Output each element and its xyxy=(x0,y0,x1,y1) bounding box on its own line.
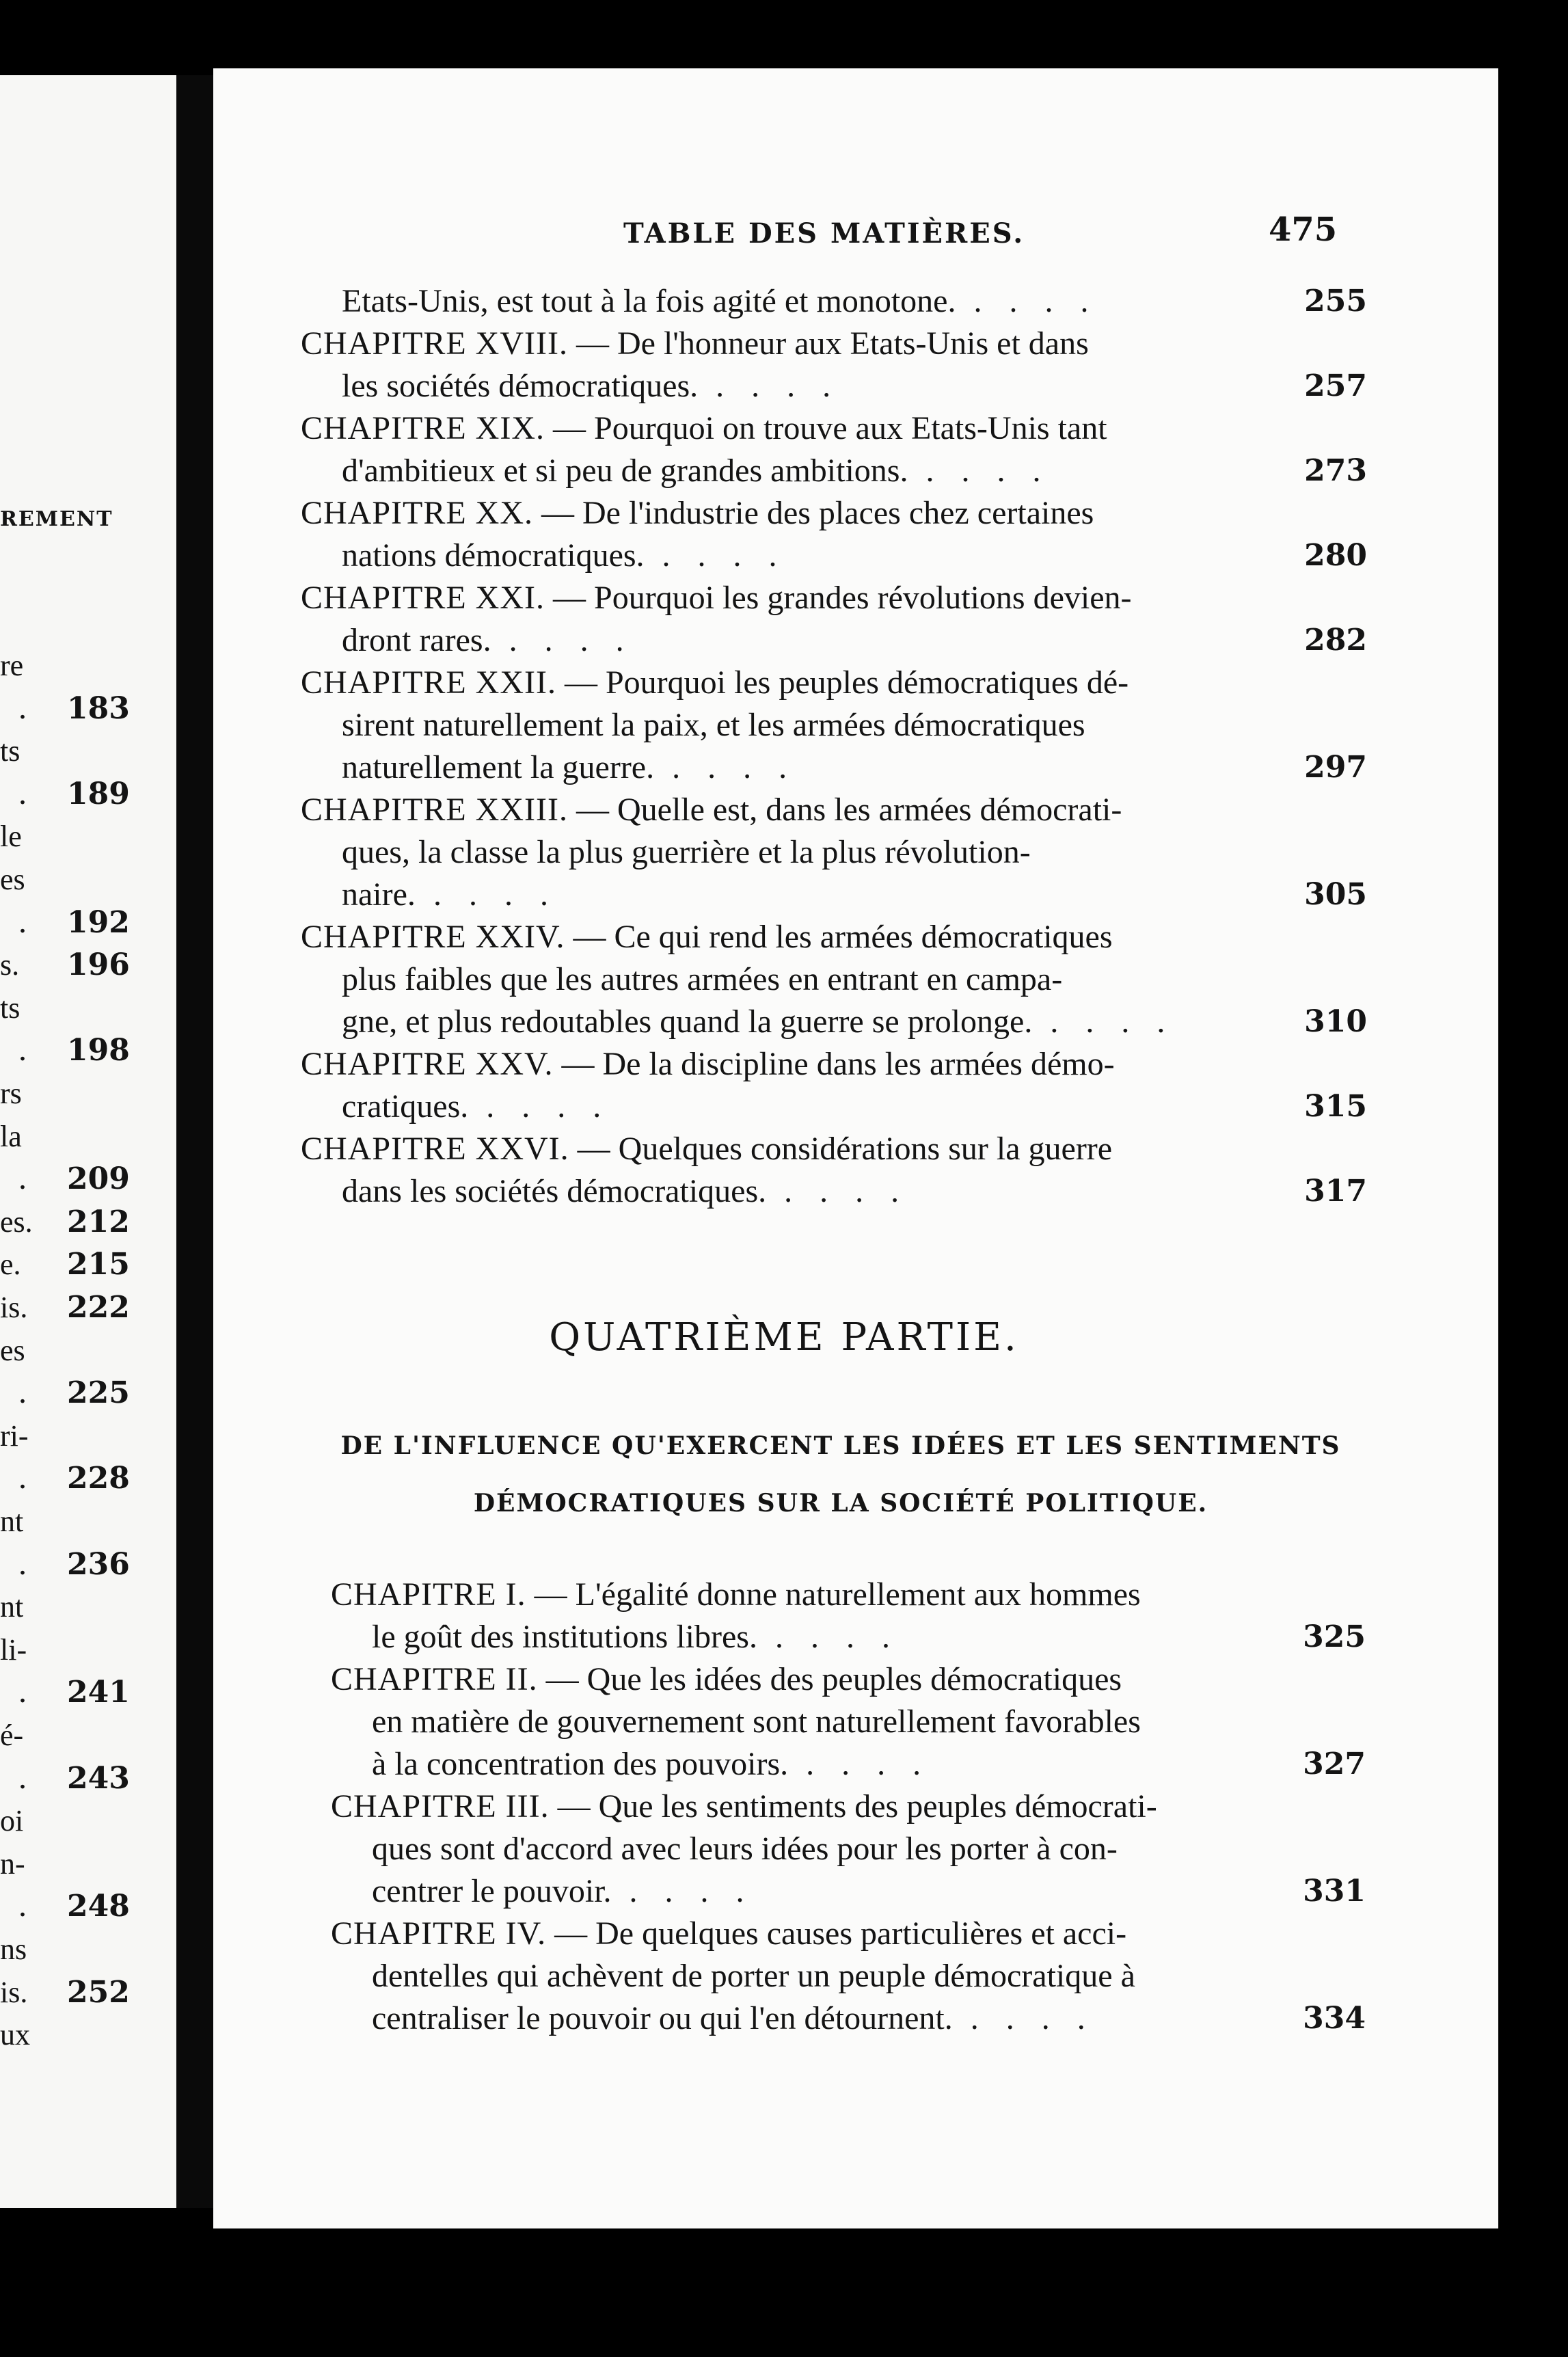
toc-line xyxy=(301,746,1367,789)
dot-leader: . . . . xyxy=(491,622,634,658)
toc-page-number: 273 xyxy=(1304,453,1367,488)
left-fragment-leader: . xyxy=(18,1033,27,1068)
toc-line xyxy=(331,1870,1366,1913)
toc-line xyxy=(331,1574,1366,1616)
left-fragment-text: is. xyxy=(0,1975,28,2009)
toc-entry xyxy=(301,789,1367,916)
toc-line-text: — Quelques considérations sur la guerre xyxy=(577,1131,1113,1167)
left-fragment-page-number: 222 xyxy=(67,1290,130,1325)
dot-leader: . . . . xyxy=(468,1088,611,1124)
toc-line xyxy=(301,1001,1367,1043)
chapter-label: CHAPITRE XXVI. xyxy=(301,1131,569,1167)
dot-leader: . . . . xyxy=(956,283,1098,319)
toc-line-text: sirent naturellement la paix, et les armées démocratiques xyxy=(342,707,1085,743)
toc-line-text: — L'égalité donne naturellement aux hommes xyxy=(534,1576,1141,1613)
part-title: QUATRIÈME PARTIE. xyxy=(549,1315,1019,1360)
toc-line-text: centrer le pouvoir. xyxy=(372,1873,612,1909)
dot-leader: . . . . xyxy=(766,1173,909,1209)
dot-leader: . . . . xyxy=(788,1746,931,1782)
toc-page-number: 282 xyxy=(1304,623,1367,658)
dot-leader: . . . . xyxy=(698,368,841,404)
chapter-label: CHAPITRE XXII. xyxy=(301,664,556,701)
left-fragment-text: es xyxy=(0,1333,25,1367)
toc-line xyxy=(301,535,1367,577)
left-fragment-leader: . xyxy=(18,1889,27,1924)
dot-leader: . . . . xyxy=(415,876,558,913)
left-fragment-text: nt xyxy=(0,1505,24,1538)
chapter-label: CHAPITRE XXI. xyxy=(301,580,545,616)
left-fragment-text: rs xyxy=(0,1077,22,1110)
left-fragment-page-number: 196 xyxy=(67,947,130,983)
toc-line xyxy=(331,1786,1366,1828)
toc-line xyxy=(301,874,1367,916)
page-number: 475 xyxy=(1269,211,1338,249)
dot-leader: . . . . xyxy=(757,1619,900,1655)
left-page-fragments xyxy=(0,75,176,2208)
left-fragment-text: ts xyxy=(0,991,21,1025)
dot-leader: . . . . xyxy=(1032,1004,1175,1040)
left-fragment-page-number: 243 xyxy=(67,1760,130,1796)
left-fragment-page-number: 228 xyxy=(67,1461,130,1496)
dot-leader: . . . . xyxy=(952,2000,1095,2036)
toc-line-text: — Que les idées des peuples démocratiques xyxy=(545,1661,1122,1697)
left-fragment-text: ux xyxy=(0,2018,30,2052)
page-gutter xyxy=(176,75,213,2208)
left-fragment-page-number: 198 xyxy=(67,1033,130,1068)
toc-line xyxy=(301,407,1367,450)
dot-leader: . . . . xyxy=(644,537,787,574)
left-fragment-page-number: 252 xyxy=(67,1974,130,2010)
toc-line xyxy=(301,916,1367,958)
toc-entry xyxy=(331,1574,1366,1658)
toc-line xyxy=(301,365,1367,407)
chapter-label: CHAPITRE IV. xyxy=(331,1915,547,1952)
toc-line xyxy=(331,1828,1366,1870)
left-fragment-text: oi xyxy=(0,1804,24,1838)
chapter-label: CHAPITRE I. xyxy=(331,1576,526,1613)
toc-entry xyxy=(301,916,1367,1043)
left-fragment-text: re xyxy=(0,649,24,682)
chapter-label: CHAPITRE II. xyxy=(331,1661,538,1697)
left-page xyxy=(0,75,176,2208)
toc-line-text: d'ambitieux et si peu de grandes ambitions. xyxy=(342,453,908,489)
toc-line-text: cratiques. xyxy=(342,1088,469,1124)
toc-page-number: 315 xyxy=(1304,1089,1367,1124)
left-fragment-page-number: 183 xyxy=(67,690,130,726)
toc-line xyxy=(301,662,1367,704)
toc-line-text: — Pourquoi les peuples démocratiques dé- xyxy=(564,664,1129,701)
toc-line-text: les sociétés démocratiques. xyxy=(342,368,699,404)
left-fragment-text: la xyxy=(0,1119,22,1153)
toc-line-text: le goût des institutions libres. xyxy=(372,1619,757,1655)
left-fragment-page-number: 209 xyxy=(67,1161,130,1197)
toc-line xyxy=(331,1701,1366,1743)
left-fragment-text: nt xyxy=(0,1590,24,1624)
toc-entry xyxy=(331,1913,1366,2040)
toc-page-number: 327 xyxy=(1303,1747,1366,1781)
left-fragment-leader: . xyxy=(18,1760,27,1796)
toc-line xyxy=(301,619,1367,662)
toc-line-text: nations démocratiques. xyxy=(342,537,645,574)
toc-line-text: — De la discipline dans les armées démo- xyxy=(561,1046,1115,1082)
toc-line xyxy=(301,1043,1367,1086)
toc-entry xyxy=(301,407,1367,492)
left-fragment-text: é- xyxy=(0,1719,24,1752)
toc-line-text: — De quelques causes particulières et acci- xyxy=(554,1915,1127,1952)
toc-line xyxy=(331,1616,1366,1658)
dot-leader: . . . . xyxy=(654,749,797,785)
toc-page-number: 280 xyxy=(1304,538,1367,573)
left-fragment-text: li- xyxy=(0,1632,27,1667)
toc-line-text: ques, la classe la plus guerrière et la plus révolution- xyxy=(342,834,1031,870)
toc-line-text: — De l'honneur aux Etats-Unis et dans xyxy=(576,325,1089,362)
toc-line-text: — Que les sentiments des peuples démocrati- xyxy=(557,1788,1157,1824)
left-fragment-page-number: 215 xyxy=(67,1247,130,1282)
toc-page-number: 317 xyxy=(1304,1174,1367,1209)
toc-line xyxy=(301,280,1367,323)
left-fragment-page-number: 189 xyxy=(67,776,130,811)
chapter-label: CHAPITRE XXV. xyxy=(301,1046,554,1082)
toc-line xyxy=(301,1170,1367,1213)
toc-line-text: dans les sociétés démocratiques. xyxy=(342,1173,767,1209)
left-fragment-text: ri- xyxy=(0,1418,29,1453)
toc-line xyxy=(301,831,1367,874)
toc-entry xyxy=(301,280,1367,323)
chapter-label: CHAPITRE XX. xyxy=(301,495,534,531)
toc-page-number: 325 xyxy=(1303,1619,1366,1654)
toc-line xyxy=(301,958,1367,1001)
left-fragment-text: is. xyxy=(0,1291,28,1324)
toc-entry xyxy=(301,323,1367,407)
toc-line-text: centraliser le pouvoir ou qui l'en détournent. xyxy=(372,2000,953,2036)
left-fragment-leader: . xyxy=(18,1375,27,1411)
left-running-head-fragment: REMENT xyxy=(0,507,113,531)
part-subtitle-line-1: DE L'INFLUENCE QU'EXERCENT LES IDÉES ET LES SENTIMENTS xyxy=(340,1431,1341,1460)
chapter-label: CHAPITRE III. xyxy=(331,1788,550,1824)
toc-line xyxy=(301,704,1367,746)
toc-line-text: naturellement la guerre. xyxy=(342,749,655,785)
toc-line xyxy=(301,577,1367,619)
running-head: TABLE DES MATIÈRES. xyxy=(623,217,1025,250)
toc-entry xyxy=(331,1786,1366,1913)
left-fragment-page-number: 212 xyxy=(67,1204,130,1239)
toc-line-text: gne, et plus redoutables quand la guerre se prolonge. xyxy=(342,1004,1033,1040)
left-fragment-leader: . xyxy=(18,690,27,726)
toc-line-text: Etats-Unis, est tout à la fois agité et monotone. xyxy=(342,283,956,319)
toc-line xyxy=(331,1955,1366,1997)
dot-leader: . . . . xyxy=(908,453,1051,489)
toc-line xyxy=(301,789,1367,831)
toc-page-number: 334 xyxy=(1303,2001,1366,2036)
left-fragment-page-number: 225 xyxy=(67,1375,130,1411)
toc-page-number: 297 xyxy=(1304,750,1367,785)
toc-line-text: — Quelle est, dans les armées démocrati- xyxy=(576,792,1122,828)
toc-line xyxy=(301,1086,1367,1128)
left-fragment-text: es xyxy=(0,863,25,896)
left-fragment-leader: . xyxy=(18,1546,27,1582)
chapter-label: CHAPITRE XVIII. xyxy=(301,325,568,362)
left-fragment-text: ns xyxy=(0,1932,27,1966)
toc-line xyxy=(331,1743,1366,1786)
left-fragment-text: ts xyxy=(0,734,21,768)
table-of-contents-part3 xyxy=(301,280,1367,1213)
left-fragment-page-number: 248 xyxy=(67,1889,130,1924)
toc-line-text: à la concentration des pouvoirs. xyxy=(372,1746,789,1782)
toc-page-number: 305 xyxy=(1304,877,1367,912)
toc-entry xyxy=(301,492,1367,577)
left-fragment-text: es. xyxy=(0,1204,33,1239)
toc-line-text: — Pourquoi on trouve aux Etats-Unis tant xyxy=(553,410,1107,446)
toc-line xyxy=(301,450,1367,492)
left-fragment-text: s. xyxy=(0,948,20,982)
toc-line-text: naire. xyxy=(342,876,416,913)
toc-entry xyxy=(301,1128,1367,1213)
table-of-contents-part4 xyxy=(331,1574,1366,2040)
left-fragment-text: le xyxy=(0,820,22,854)
left-fragment-leader: . xyxy=(18,776,27,811)
toc-line-text: — Pourquoi les grandes révolutions devien- xyxy=(553,580,1132,616)
toc-page-number: 310 xyxy=(1304,1004,1367,1039)
toc-entry xyxy=(301,662,1367,789)
toc-line-text: dront rares. xyxy=(342,622,491,658)
left-fragment-leader: . xyxy=(18,904,27,940)
toc-line-text: ques sont d'accord avec leurs idées pour les porter à con- xyxy=(372,1831,1118,1867)
toc-page-number: 255 xyxy=(1304,284,1367,319)
chapter-label: CHAPITRE XXIII. xyxy=(301,792,568,828)
toc-line-text: en matière de gouvernement sont naturellement favorables xyxy=(372,1703,1141,1740)
toc-line-text: — De l'industrie des places chez certaines xyxy=(541,495,1094,531)
toc-entry xyxy=(301,577,1367,662)
toc-page-number: 257 xyxy=(1304,368,1367,403)
left-fragment-leader: . xyxy=(18,1461,27,1496)
toc-page-number: 331 xyxy=(1303,1874,1366,1909)
left-fragment-page-number: 192 xyxy=(67,904,130,940)
toc-entry xyxy=(331,1658,1366,1786)
toc-entry xyxy=(301,1043,1367,1128)
toc-line xyxy=(331,1658,1366,1701)
dot-leader: . . . . xyxy=(611,1873,754,1909)
toc-line xyxy=(331,1997,1366,2040)
left-fragment-text: e. xyxy=(0,1248,21,1282)
toc-line-text: — Ce qui rend les armées démocratiques xyxy=(573,919,1113,955)
toc-line-text: plus faibles que les autres armées en entrant en campa- xyxy=(342,961,1063,997)
toc-line xyxy=(331,1913,1366,1955)
toc-line xyxy=(301,1128,1367,1170)
left-fragment-leader: . xyxy=(18,1161,27,1197)
toc-line xyxy=(301,492,1367,535)
left-fragment-leader: . xyxy=(18,1675,27,1710)
left-fragment-text: n- xyxy=(0,1846,25,1881)
part-subtitle-line-2: DÉMOCRATIQUES SUR LA SOCIÉTÉ POLITIQUE. xyxy=(473,1489,1208,1518)
toc-line xyxy=(301,323,1367,365)
chapter-label: CHAPITRE XIX. xyxy=(301,410,545,446)
chapter-label: CHAPITRE XXIV. xyxy=(301,919,565,955)
left-fragment-page-number: 241 xyxy=(67,1675,130,1710)
toc-line-text: dentelles qui achèvent de porter un peuple démocratique à xyxy=(372,1958,1135,1994)
left-fragment-page-number: 236 xyxy=(67,1546,130,1582)
